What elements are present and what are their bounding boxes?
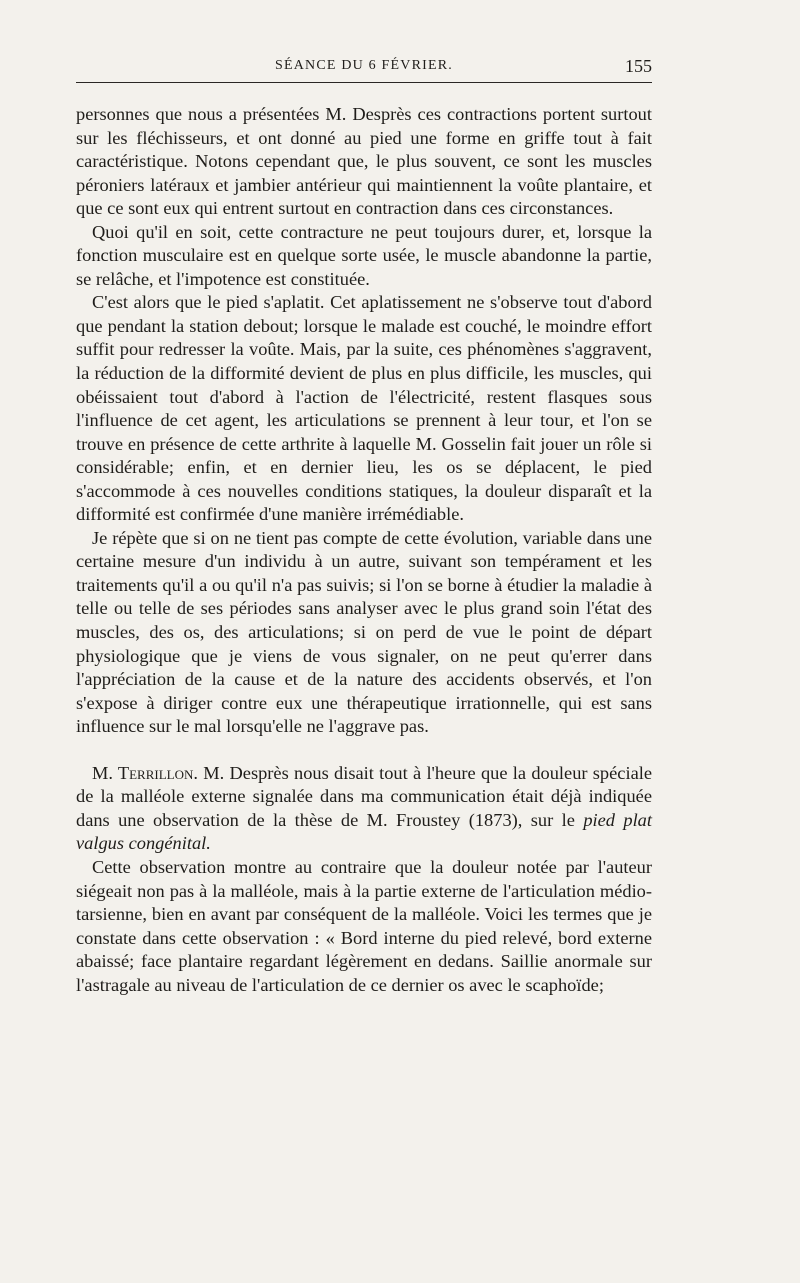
paragraph: personnes que nous a présentées M. Desprès ces contractions portent surtout sur les fléchisseurs, et ont donné au pied une forme en griffe tout à fait caractéristique. Notons cependant que, le plus souvent, ce sont les muscles péroniers latéraux et jambier antérieur qui maintiennent la voûte plantaire, et que ce sont eux qui entrent surtout en contraction dans ces circonstances. bbox=[76, 104, 652, 219]
running-head: SÉANCE DU 6 FÉVRIER. bbox=[274, 58, 453, 73]
terrillon-text: M. Desprès nous disait tout à l'heure que la douleur spéciale de la malléole externe signalée dans ma communication était déjà indiquée dans une observation de la thèse de M. Froustey (1873), sur le bbox=[76, 762, 652, 830]
italic-title: pied plat valgus congénital. bbox=[76, 809, 652, 854]
page-header bbox=[76, 56, 652, 83]
speaker-name: M. Terrillon. bbox=[92, 762, 198, 783]
terrillon-paragraph bbox=[76, 762, 652, 856]
paragraph: Cette observation montre au contraire que la douleur notée par l'auteur siégeait non pas à la malléole, mais à la partie externe de l'articulation médio-tarsienne, bien en avant par conséquent de la malléole. Voici les termes que je constate dans cette observation : « Bord interne du pied relevé, bord externe abaissé; face plantaire regardant légèrement en dedans. Saillie anormale sur l'astragale au niveau de l'articulation de ce dernier os avec le scaphoïde; bbox=[76, 856, 652, 995]
body-text bbox=[76, 103, 652, 997]
paragraph: C'est alors que le pied s'aplatit. Cet aplatissement ne s'observe tout d'abord que pendant la station debout; lorsque le malade est couché, le moindre effort suffit pour redresser la voûte. Mais, par la suite, ces phénomènes s'aggravent, la réduction de la difformité devient de plus en plus difficile, les muscles, qui obéissaient tout d'abord à l'action de l'électricité, restent flasques sous l'influence de cet agent, les articulations se prennent à leur tour, et l'on se trouve en présence de cette arthrite à laquelle M. Gosselin fait jouer un rôle si considérable; enfin, et en dernier lieu, les os se déplacent, le pied s'accommode à ces nouvelles conditions statiques, la douleur disparaît et la difformité est confirmée d'une manière irrémédiable. bbox=[76, 292, 652, 525]
page-number: 155 bbox=[625, 56, 652, 76]
paragraph: Je répète que si on ne tient pas compte de cette évolution, variable dans une certaine mesure d'un individu à un autre, suivant son tempérament et les traitements qu'il a ou qu'il n'a pas suivis; si l'on se borne à étudier la maladie à telle ou telle de ses périodes sans analyser avec le plus grand soin l'état des muscles, des os, des articulations; si on perd de vue le point de départ physiologique que je viens de vous signaler, on ne peut qu'errer dans l'appréciation de la cause et de la nature des accidents observés, et l'on s'expose à diriger contre eux une thérapeutique irrationnelle, qui est sans influence sur le mal lorsqu'elle ne l'aggrave pas. bbox=[76, 527, 652, 737]
paragraph: Quoi qu'il en soit, cette contracture ne peut toujours durer, et, lorsque la fonction musculaire est en quelque sorte usée, le muscle abandonne la partie, se relâche, et l'impotence est constituée. bbox=[76, 221, 652, 289]
